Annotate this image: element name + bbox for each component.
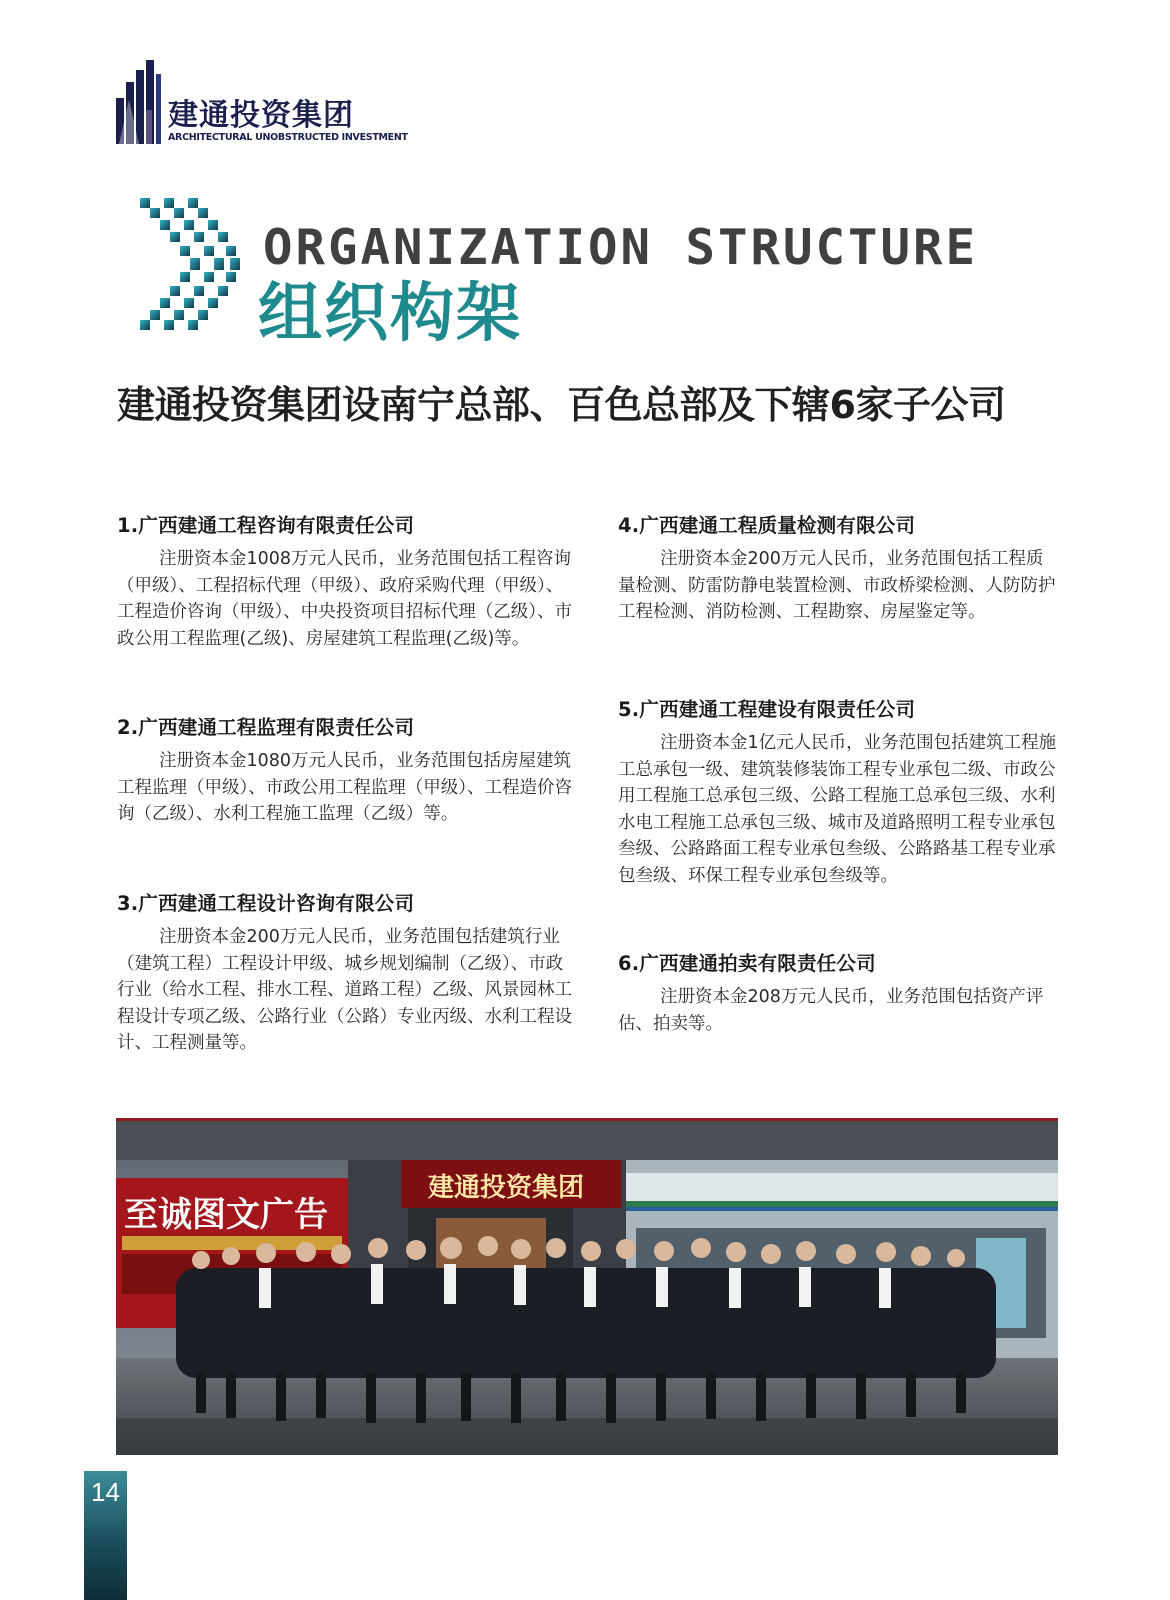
shop-sign: 至诚图文广告 xyxy=(124,1195,328,1235)
company-section-5 xyxy=(618,694,1058,889)
building-sign: 建通投资集团 xyxy=(428,1173,585,1203)
chevron-decoration-icon xyxy=(140,198,240,330)
title-chinese: 组织构架 xyxy=(258,277,522,351)
title-english: ORGANIZATION STRUCTURE xyxy=(263,219,979,276)
company-title: 2.广西建通工程监理有限责任公司 xyxy=(117,716,415,739)
logo-building-icon xyxy=(116,60,161,144)
company-section-2 xyxy=(117,712,573,828)
company-description: 注册资本金1亿元人民币，业务范围包括建筑工程施工总承包一级、建筑装修装饰工程专业承包二级、市政公用工程施工总承包三级、公路工程施工总承包三级、水利水电工程施工总承包三级、城市及道路照明工程专业承包叁级、公路路面工程专业承包叁级、公路路基工程专业承包叁级、环保工程专业承包叁级等。 xyxy=(618,733,1057,886)
company-section-6 xyxy=(618,948,1058,1037)
company-section-1 xyxy=(117,510,573,652)
company-description: 注册资本金1080万元人民币，业务范围包括房屋建筑工程监理（甲级）、市政公用工程监理（甲级）、工程造价咨询（乙级）、水利工程施工监理（乙级）等。 xyxy=(117,751,572,824)
page-number: 14 xyxy=(91,1477,120,1507)
company-section-4 xyxy=(618,510,1058,626)
page-headline: 建通投资集团设南宁总部、百色总部及下辖6家子公司 xyxy=(117,383,1006,427)
company-section-3 xyxy=(117,888,573,1057)
company-description: 注册资本金200万元人民币，业务范围包括工程质量检测、防雷防静电装置检测、市政桥梁检测、人防防护工程检测、消防检测、工程勘察、房屋鉴定等。 xyxy=(618,549,1056,622)
company-title: 5.广西建通工程建设有限责任公司 xyxy=(618,698,916,721)
team-photo xyxy=(116,1118,1058,1455)
company-description: 注册资本金208万元人民币，业务范围包括资产评估、拍卖等。 xyxy=(618,987,1044,1034)
company-title: 1.广西建通工程咨询有限责任公司 xyxy=(117,514,415,537)
company-description: 注册资本金200万元人民币，业务范围包括建筑行业（建筑工程）工程设计甲级、城乡规划编制（乙级）、市政行业（给水工程、排水工程、道路工程）乙级、风景园林工程设计专项乙级、公路行业（公路）专业丙级、水利工程设计、工程测量等。 xyxy=(117,927,572,1053)
page-number-tab xyxy=(84,1471,127,1600)
company-logo xyxy=(116,60,408,150)
company-title: 4.广西建通工程质量检测有限公司 xyxy=(618,514,916,537)
company-description: 注册资本金1008万元人民币，业务范围包括工程咨询（甲级）、工程招标代理（甲级）、政府采购代理（甲级）、工程造价咨询（甲级）、中央投资项目招标代理（乙级）、市政公用工程监理(乙级)、房屋建筑工程监理(乙级)等。 xyxy=(117,549,572,649)
logo-english-name: ARCHITECTURAL UNOBSTRUCTED INVESTMENT xyxy=(168,132,408,143)
company-title: 3.广西建通工程设计咨询有限公司 xyxy=(117,892,415,915)
logo-chinese-name: 建通投资集团 xyxy=(168,98,354,133)
company-title: 6.广西建通拍卖有限责任公司 xyxy=(618,952,876,975)
